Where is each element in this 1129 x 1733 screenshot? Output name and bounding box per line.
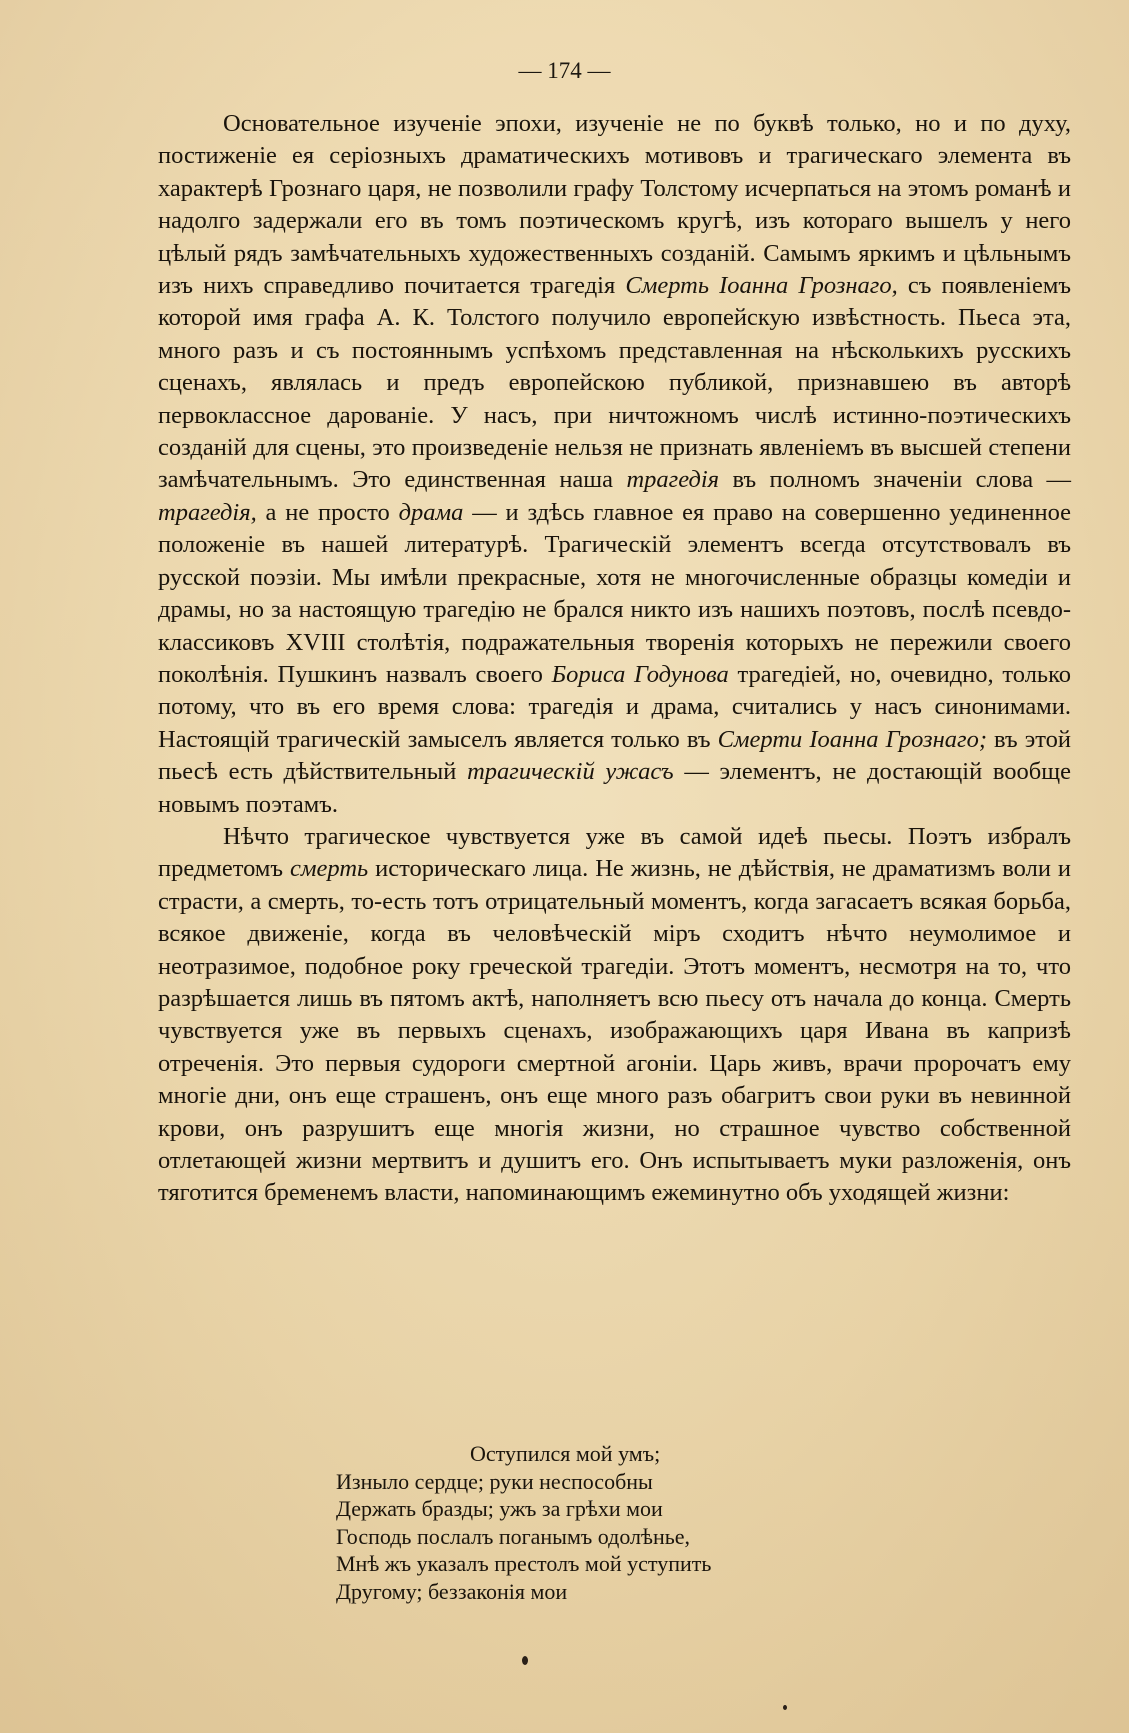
text-run: трагедіей, но, очевидно, только потому, что въ его время слова: трагедія и драма, считались у насъ синонимами. Настоящій трагическій замыселъ является только въ — [158, 660, 1072, 753]
text-run: въ полномъ значеніи слова — — [719, 466, 1071, 494]
verse-line-5: Мнѣ жъ указалъ престолъ мой уступить — [336, 1551, 712, 1576]
verse-quote — [336, 1440, 896, 1605]
text-run: — и здѣсь главное ея право на совершенно уединенное положеніе въ нашей литературѣ. Трагическій элементъ всегда отсутствовалъ въ русской поэзіи. Мы имѣли прекрасные, хотя не многочисленные образцы комедіи и драмы, но за настоящую трагедію не брался никто изъ нашихъ поэтовъ, послѣ псевдо-классиковъ XVIII столѣтія, подражательныя творенія которыхъ не пережили своего поколѣнія. Пушкинъ назвалъ своего — [158, 498, 1071, 688]
ink-speck — [783, 1705, 787, 1710]
italic-text: трагическій ужасъ — [467, 758, 674, 786]
verse-line-3: Держать бразды; ужъ за грѣхи мои — [336, 1496, 663, 1521]
paragraph-1 — [158, 108, 1071, 821]
italic-text: смерть — [290, 855, 369, 883]
text-run: въ этой пьесѣ есть дѣйствительный — [158, 725, 1071, 786]
text-run: Основательное изученіе эпохи, изученіе не по буквѣ только, но и по духу, постиженіе ея серіозныхъ драматическихъ мотивовъ и трагическаго элемента въ характерѣ Грознаго царя, не позволили графу Толстому исчерпаться на этомъ романѣ и надолго задержали его въ томъ поэтическомъ кругѣ, изъ котораго вышелъ у него цѣлый рядъ замѣчательныхъ художественныхъ созданій. Самымъ яркимъ и цѣльнымъ изъ нихъ справедливо почитается трагедія — [158, 110, 1071, 300]
verse-line-4: Господь послалъ поганымъ одолѣнье, — [336, 1523, 691, 1549]
italic-text: трагедія, — [158, 498, 257, 526]
italic-text: трагедія — [626, 466, 720, 494]
text-run: Нѣчто трагическое чувствуется уже въ самой идеѣ пьесы. Поэтъ избралъ предметомъ — [158, 822, 1071, 883]
italic-text: драма — [398, 498, 464, 526]
page-number: — 174 — — [518, 58, 611, 83]
text-run: а не просто — [256, 498, 399, 526]
verse-line-1: Оступился мой умъ; — [470, 1441, 661, 1466]
verse-line-6: Другому; беззаконія мои — [336, 1578, 568, 1604]
text-run: съ появленіемъ которой имя графа А. К. Толстого получило европейскую извѣстность. Пьеса эта, много разъ и съ постояннымъ успѣхомъ представленная на нѣсколькихъ русскихъ сценахъ, являлась и предъ европейскою публикой, признавшею въ авторѣ первоклассное дарованіе. У насъ, при ничтожномъ числѣ истинно-поэтическихъ созданій для сцены, это произведеніе нельзя не признать явленіемъ въ высшей степени замѣчательнымъ. Это единственная наша — [158, 272, 1071, 494]
ink-speck — [522, 1656, 528, 1665]
italic-text: Смерть Іоанна Грознаго, — [625, 272, 898, 300]
paragraph-2 — [158, 821, 1071, 1210]
text-run: — элементъ, не достающій вообще новымъ поэтамъ. — [158, 758, 1071, 818]
verse-line-2: Изныло сердце; руки неспособны — [336, 1468, 653, 1494]
body-text — [158, 108, 1071, 1210]
text-run: историческаго лица. Не жизнь, не дѣйствія, не драматизмъ воли и страсти, а смерть, то-есть тотъ отрицательный моментъ, когда загасаетъ всякая борьба, всякое движеніе, когда въ человѣческій міръ сходитъ нѣчто неумолимое и неотразимое, подобное року греческой трагедіи. Этотъ моментъ, несмотря на то, что разрѣшается лишь въ пятомъ актѣ, наполняетъ всю пьесу отъ начала до конца. Смерть чувствуется уже въ первыхъ сценахъ, изображающихъ царя Ивана въ капризѣ отреченія. Это первыя судороги смертной агоніи. Царь живъ, врачи пророчатъ ему многіе дни, онъ еще страшенъ, онъ еще много разъ обагритъ свои руки въ невинной крови, онъ разрушитъ еще многія жизни, но страшное чувство собственной отлетающей жизни мертвитъ и душитъ его. Онъ испытываетъ муки разложенія, онъ тяготится бременемъ власти, напоминающимъ ежеминутно объ уходящей жизни: — [158, 855, 1071, 1207]
italic-text: Бориса Годунова — [551, 660, 729, 688]
italic-text: Смерти Іоанна Грознаго; — [717, 725, 987, 753]
